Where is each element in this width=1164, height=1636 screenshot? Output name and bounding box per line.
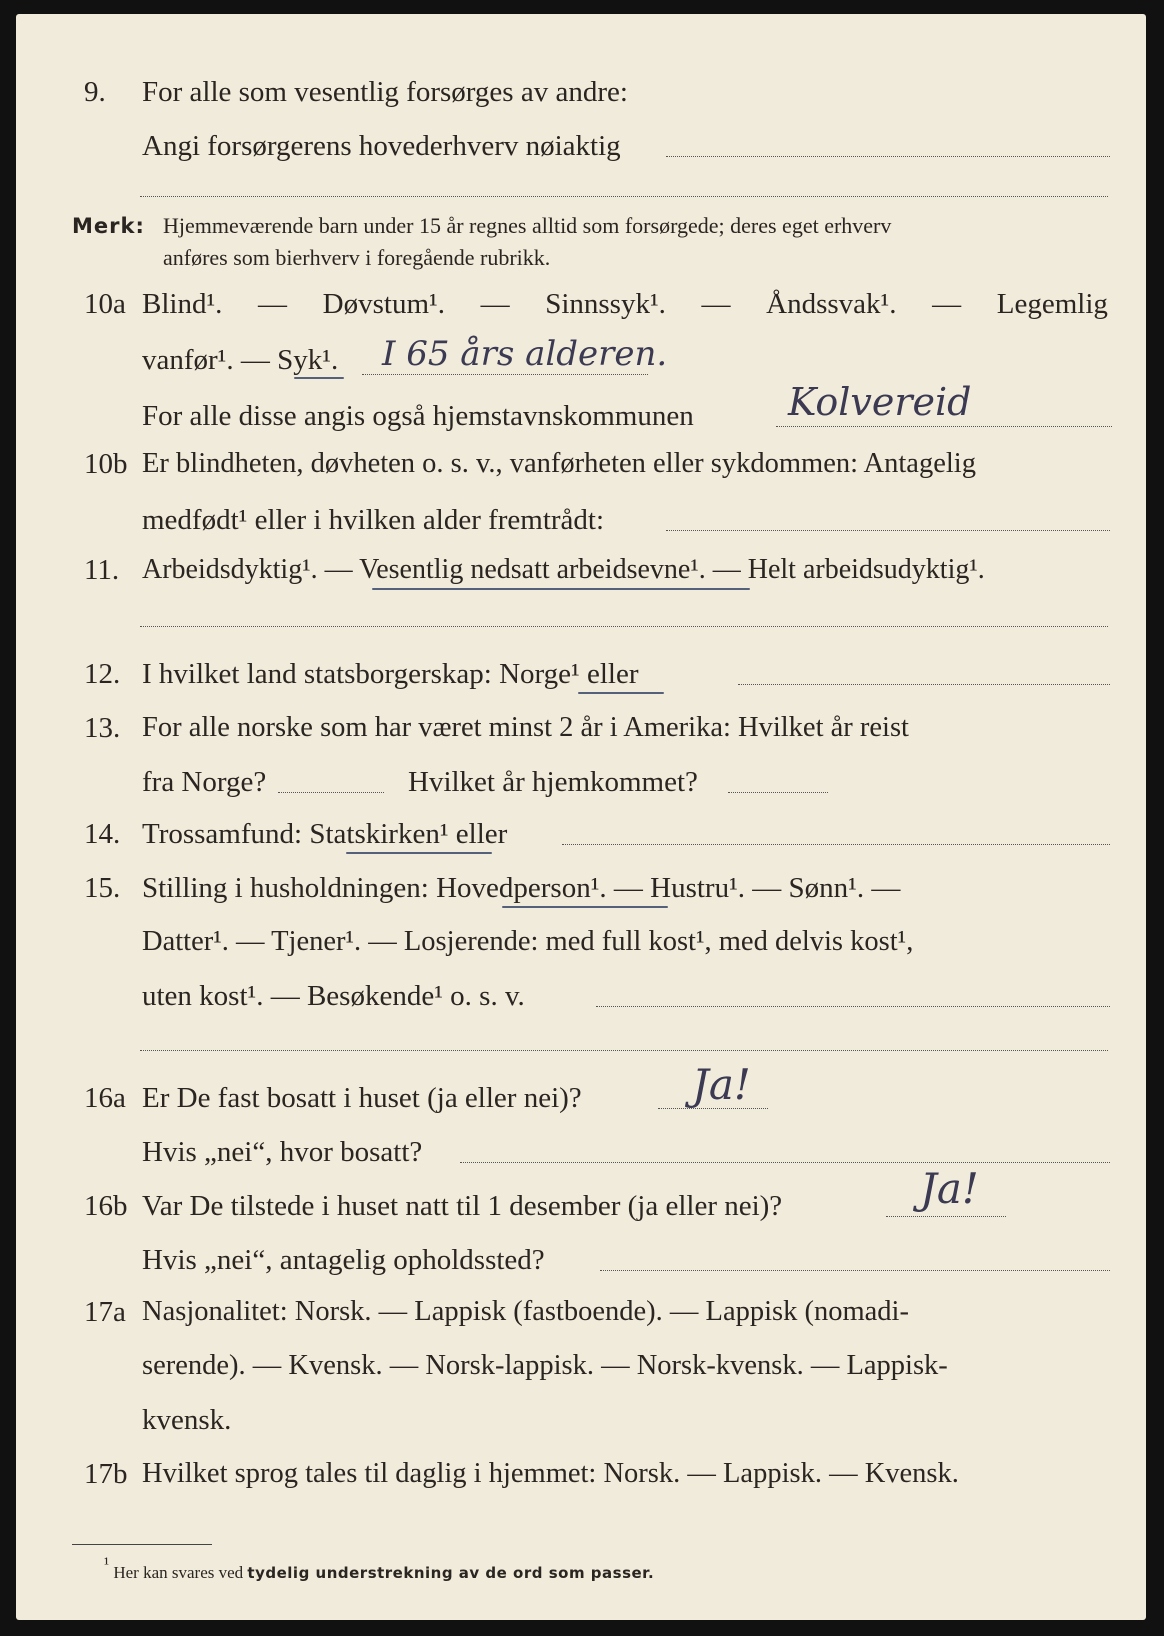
question-17a [16,1292,1146,1332]
handwritten-answer: Kolvereid [788,380,972,424]
answer-field-year-returned[interactable] [728,792,828,793]
answer-field-citizenship[interactable] [738,684,1110,685]
question-text: Hvis „nei“, hvor bosatt? [142,1136,423,1168]
option-blind[interactable]: Blind¹. [142,288,223,320]
question-text: medfødt¹ eller i hvilken alder fremtrådt: [142,504,605,536]
question-number: 13. [84,712,121,744]
question-16b [16,1164,1146,1226]
question-number: 12. [84,658,121,690]
dash: — [701,288,731,320]
note-merk [16,210,1146,280]
question-12: 12. I hvilket land statsborgerskap: Norge¹ eller [16,654,1146,694]
question-text: I hvilket land statsborgerskap: [142,658,500,690]
question-text: For alle disse angis også hjemstavnskommunen [142,400,694,432]
question-text: For alle norske som har været minst 2 år i Amerika: Hvilket år reist [142,712,909,743]
question-14: 14. Trossamfund: Statskirken¹ eller [16,814,1146,854]
answer-field-year-left[interactable] [278,792,384,793]
option-legemlig[interactable]: Legemlig [996,288,1108,320]
handwritten-answer: I 65 års alderen. [382,334,668,374]
underline-mark [346,852,492,854]
options-household[interactable]: uten kost¹. — Besøkende¹ o. s. v. [142,980,525,1012]
question-number: 17b [84,1458,128,1490]
answer-field-line[interactable] [140,1050,1108,1051]
question-text: Hvilket år hjemkommet? [408,766,698,798]
disability-options [142,284,1108,324]
question-number: 9. [84,76,106,108]
question-text: Stilling i husholdningen: [142,872,437,904]
option-vanfor[interactable]: vanfør¹. — [142,344,278,376]
question-text: Er blindheten, døvheten o. s. v., vanførheten eller sykdommen: Antagelig [142,448,976,479]
question-text: Angi forsørgerens hovederhverv nøiaktig [142,130,621,162]
footnote: ¹ Her kan svares ved tydelig understrekning av de ord som passer. [104,1554,655,1582]
options-nationality[interactable]: kvensk. [142,1404,232,1436]
question-text: For alle som vesentlig forsørges av andre: [142,76,628,108]
question-13 [16,708,1146,748]
option-statskirken[interactable]: Statskirken [309,818,440,850]
question-number: 16a [84,1082,126,1114]
question-17a-line-3 [16,1400,1146,1440]
option-dovstum[interactable]: Døvstum¹. [322,288,445,320]
question-number: 10a [84,288,126,320]
options-household[interactable]: Datter¹. — Tjener¹. — Losjerende: med full kost¹, med delvis kost¹, [142,926,914,957]
question-10b [16,444,1146,484]
question-text: Er De fast bosatt i huset (ja eller nei)? [142,1082,582,1114]
answer-field-whereabouts[interactable] [600,1270,1110,1271]
question-16a [16,1060,1146,1118]
question-10a-line-2: vanfør¹. — Syk¹. I 65 års alderen. [16,340,1146,380]
question-text: Var De tilstede i huset natt til 1 desember (ja eller nei)? [142,1190,783,1222]
question-10a-line-3 [16,380,1146,436]
question-number: 17a [84,1296,126,1328]
handwritten-answer: Ja! [692,1060,751,1109]
question-number: 16b [84,1190,128,1222]
option-vesentlig-nedsatt[interactable]: Vesentlig nedsatt arbeidsevne [359,554,691,585]
question-17b [16,1454,1146,1494]
option-andssvak[interactable]: Åndssvak¹. [766,288,897,320]
answer-field-line[interactable] [140,196,1108,197]
option-helt-arbeidsudyktig[interactable]: ¹. — Helt arbeidsudyktig¹. [690,554,985,585]
underline-mark [372,588,750,590]
answer-field-home-municipality[interactable] [776,426,1112,427]
answer-field-religion[interactable] [562,844,1110,845]
answer-field-present[interactable] [886,1216,1006,1217]
note-label: Merk: [72,214,145,238]
census-form-page [16,14,1146,1620]
dash: — [932,288,962,320]
answer-field-household-position[interactable] [596,1006,1110,1007]
question-9-line-2 [16,126,1146,166]
options-nationality[interactable]: serende). — Kvensk. — Norsk-lappisk. — Norsk-kvensk. — Lappisk- [142,1350,948,1381]
underline-mark [502,906,668,908]
question-15 [16,868,1146,908]
question-number: 11. [84,554,120,586]
answer-field-onset-age[interactable] [666,530,1110,531]
handwritten-answer: Ja! [920,1164,979,1213]
option-norge[interactable]: Norge [499,658,572,690]
underline-mark [578,692,664,694]
question-number: 15. [84,872,121,904]
question-number: 14. [84,818,121,850]
question-number: 10b [84,448,128,480]
question-text: Trossamfund: [142,818,310,850]
question-9 [16,72,1146,112]
answer-field-illness[interactable] [362,374,648,375]
answer-field-provider-occupation[interactable] [666,156,1110,157]
options-language[interactable]: Hvilket sprog tales til daglig i hjemmet: Norsk. — Lappisk. — Kvensk. [142,1458,959,1489]
option-arbeidsdyktig[interactable]: Arbeidsdyktig¹. — [142,554,360,585]
question-10b-line-2 [16,500,1146,540]
question-15-line-2 [16,922,1146,962]
question-11 [16,550,1146,590]
question-text: fra Norge? [142,766,267,798]
answer-field-residence[interactable] [460,1162,1110,1163]
question-13-line-2 [16,762,1146,802]
question-15-line-3 [16,976,1146,1016]
footnote-rule [72,1544,212,1545]
options-household[interactable]: ¹. — Hustru¹. — Sønn¹. — [590,872,901,904]
option-hovedperson[interactable]: Hovedperson [436,872,591,904]
question-16b-line-2 [16,1240,1146,1280]
answer-field-line[interactable] [140,626,1108,627]
dash: — [258,288,288,320]
option-sinnssyk[interactable]: Sinnssyk¹. [545,288,666,320]
note-text-1: Hjemmeværende barn under 15 år regnes alltid som forsørgede; deres eget erhverv [163,213,892,238]
question-17a-line-2 [16,1346,1146,1386]
underline-mark [294,377,344,379]
note-text-2: anføres som bierhverv i foregående rubrikk. [163,245,551,270]
options-nationality[interactable]: Nasjonalitet: Norsk. — Lappisk (fastboende). — Lappisk (nomadi- [142,1296,909,1327]
dash: — [480,288,510,320]
question-text: Hvis „nei“, antagelig opholdssted? [142,1244,545,1276]
question-10a [16,284,1146,324]
option-syk[interactable]: Syk [277,344,323,376]
